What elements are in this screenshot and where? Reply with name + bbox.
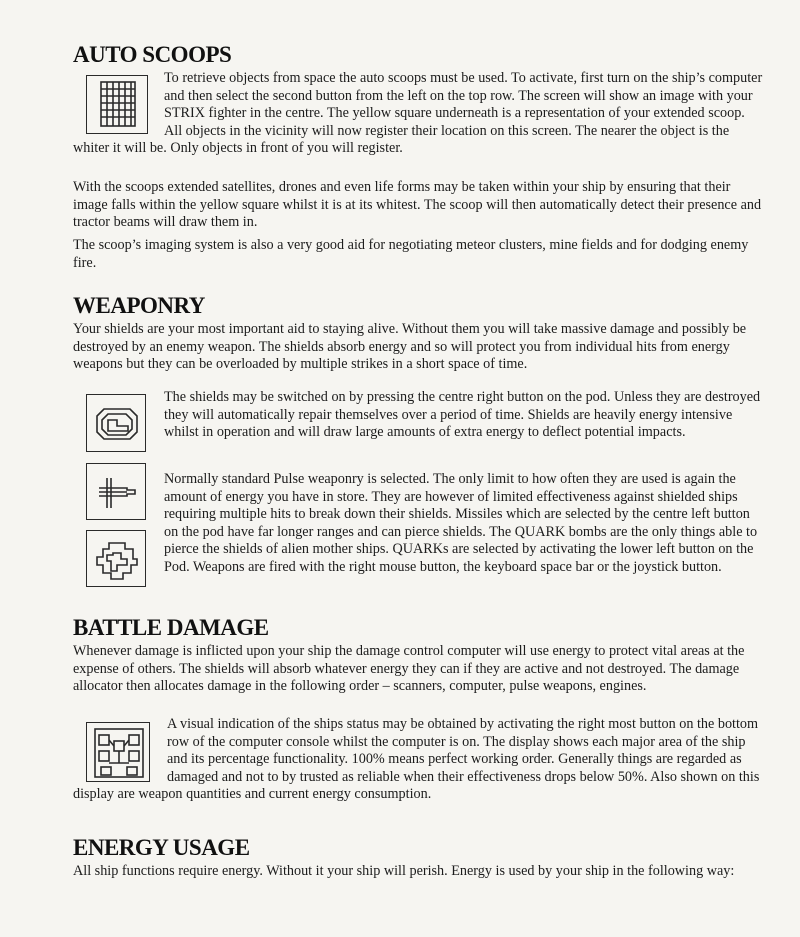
heading-weaponry: WEAPONRY: [73, 293, 205, 318]
auto-scoops-paragraph-1: To retrieve objects from space the auto scoops must be used. To activate, first turn on the ship’s computer and then select the second button from the left on the top row. The screen will show an image with your STRIX fighter in the centre. The yellow square underneath is a representation of your extended scoop. All objects in the vicinity will now register their location on this screen. The nearer the object is the whiter it will be. Only objects in front of you will register.: [73, 70, 763, 157]
heading-battle-damage: BATTLE DAMAGE: [73, 615, 269, 640]
icon-spacer: [73, 70, 164, 137]
battle-damage-paragraph-2: A visual indication of the ships status may be obtained by activating the right most button on the bottom row of the computer console whilst the computer is on. The display shows each major area of the ship and its percentage functionality. 100% means perfect working order. Generally things are regarded as damaged and not to by trusted as reliable when their effectiveness drops below 50%. Also shown on this display are weapon quantities and current energy consumption.: [73, 716, 760, 803]
battle-damage-paragraph-1: Whenever damage is inflicted upon your ship the damage control computer will use energy to protect vital areas at the expense of others. The shields will absorb whatever energy they can if they are active and not destroyed. The damage allocator then allocates damage in the following order – scanners, computer, pulse weapons, engines.: [73, 643, 745, 695]
battle-damage-text: [73, 716, 763, 804]
auto-scoops-paragraph-3: The scoop’s imaging system is also a very good aid for negotiating meteor clusters, mine fields and for dodging enemy fire.: [73, 237, 749, 271]
energy-usage-paragraph-1: All ship functions require energy. Without it your ship will perish. Energy is used by your ship in the following way:: [73, 863, 735, 879]
auto-scoops-text: [73, 70, 763, 158]
auto-scoops-paragraph-2: With the scoops extended satellites, drones and even life forms may be taken within your ship by ensuring that their image falls within the yellow square whilst it is at its whitest. The scoop will then automatically detect their presence and tractor beams will draw them in.: [73, 179, 762, 231]
pulse-weapon-icon: [86, 463, 146, 520]
icon-spacer: [73, 716, 167, 784]
weaponry-paragraph-3: Normally standard Pulse weaponry is selected. The only limit to how often they are used is again the amount of energy you have in store. They are however of limited effectiveness against shielded ships requiring multiple hits to break down their shields. Missiles which are selected by the centre left button on the pod have far longer ranges and can pierce shields. The QUARK bombs are the only things able to pierce the shields of alien mother ships. QUARKs are selected by activating the lower left button on the Pod. Weapons are fired with the right mouse button, the keyboard space bar or the joystick button.: [164, 471, 758, 575]
heading-energy-usage: ENERGY USAGE: [73, 835, 250, 860]
heading-auto-scoops: AUTO SCOOPS: [73, 42, 232, 67]
weaponry-paragraph-2: The shields may be switched on by pressing the centre right button on the pod. Unless they are destroyed they will automatically repair themselves over a period of time. Shields are heavily energy intensive whilst in operation and will draw large amounts of extra energy to deflect potential impacts.: [164, 389, 761, 441]
quark-bomb-icon: [86, 530, 146, 587]
weaponry-paragraph-1: Your shields are your most important aid to staying alive. Without them you will take massive damage and possibly be destroyed by an enemy weapon. The shields absorb energy and so will protect you from individual hits from energy weapons but they can be overloaded by multiple strikes in a short space of time.: [73, 321, 747, 373]
shield-icon: [86, 394, 146, 452]
